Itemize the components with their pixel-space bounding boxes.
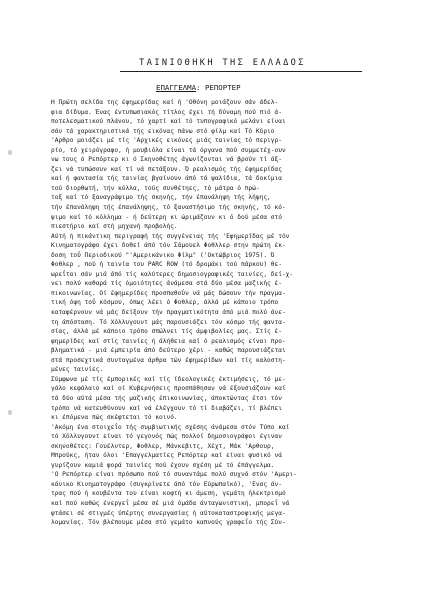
- text-line: τρόπο νά κατευθύνουν καί νά έλέγχουν τό τί διαβάζει, τί βλέπει: [51, 404, 282, 412]
- text-line: ζει νά τυπώσουν καί τί νά πετάξουν. Ό ρεαλισμός τής έφημερίδας: [51, 165, 282, 173]
- section-heading: [156, 83, 241, 92]
- binding-mark: [8, 150, 12, 155]
- document-header: ΤΑΙΝΙΟΘΗΚΗ ΤΗΣ ΕΛΛΑΔΟΣ: [139, 58, 306, 68]
- text-line: στά προσεχτικά συνταγμένα άρθρα τών έφημερίδων καί τίς καλοστη-: [51, 356, 286, 364]
- text-line: Φοθλερ , πού ή ταινία του PARC ROW (τό δρομάκι τού πάρκου) θε-: [51, 261, 282, 269]
- body-text: [51, 98, 423, 528]
- text-line: 'Ο Ρεπόρτερ είναι πρόσωπο πού τό συναντάμε πολύ συχνά στόν 'Αμερι-: [51, 471, 297, 479]
- text-line: ρίο, τό χειρόγραφο, ή μουβιόλα είναι τά όργανα πού συμμετέχ-ουν: [51, 146, 286, 154]
- text-line: σκηνοθέτες: Γουέλντερ, Φοθλερ, Μάνκεβιτς, Χέχτ, Μάκ 'Αρθουρ,: [51, 442, 275, 450]
- binding-mark: [8, 410, 12, 415]
- text-line: δοση τοΰ Περιοδικού "'Αμερικάνικο Φίλμ" ('Οκτώβριος 1975). Ό: [51, 251, 275, 259]
- text-line: Σύμφωνα μέ τίς έμπορικές καί τίς ίδεολογικές έκτιμήσεις, τό με-: [51, 375, 286, 383]
- text-line: γάλο κεφάλαιο καί οί Κυβερνήσεις προσπάθησαν νά έξουσιάζουν καί: [51, 385, 286, 393]
- text-line: φημερίδες καί στίς ταινίες ή άλήθεια καί ό ρεαλισμός είναι προ-: [51, 337, 286, 345]
- text-line: νει πολύ καθαρά τίς όμοιότητες άνάμεσα στά δύο μέσα μαζικής έ-: [51, 280, 282, 288]
- text-line: ποτελεσματικού πλάνου, τό χαρτί καί τό τυπογραφικό μελάνι είναι: [51, 118, 286, 126]
- text-line: 'Αρθρο μοιάζει μέ τίς 'Αρχικές εικόνες μιάς ταινίας τό περιγρ-: [51, 137, 282, 145]
- text-line: πιεστήριο καί στή μηχανή προβολής.: [51, 223, 178, 231]
- text-line: τική όψη τοΰ κόσμου, όπως λέει ό Φοθλερ, άλλά μέ κάποιο τρόπο: [51, 299, 279, 307]
- text-line: σίας, άλλά μέ κάποιο τρόπο σπώλνει τίς άμφιβολίες μας. Στίς έ-: [51, 328, 282, 336]
- text-line: κάνικο Κινηματογράφο (συγκρίνετε άπό τόν Εύρωπαϊκό), 'Ενας άν-: [51, 480, 282, 488]
- text-line: Αύτή ή πικάντικη περιγραφή τής συγγένειας τής 'Εφημερίδας μέ τόν: [51, 232, 290, 240]
- text-line: γυρίζουν καμιά φορά ταινίες πού έχουν σχέση μέ τό έπάγγελμα.: [51, 461, 275, 469]
- text-line: λομανίας. Τόν βλέπουμε μέσα στό γεμάτο καπνούς γραφεΐο τής Σύν-: [51, 519, 286, 527]
- text-line: τά δύο αύτά μέσα τής μαζικής έπικοινωνίας, άποκτώντας έτσι τόν: [51, 394, 282, 402]
- text-line: Κινηματογράφο έχει δοθεί άπό τόν Σάμουελ Φοθλλερ στην πρώτη έκ-: [51, 242, 286, 250]
- text-line: φια δίδυμα. Ένας έντυπωσιακός τίτλος έχει τή δύναμη πού πιό ά-: [51, 108, 282, 116]
- text-line: σάν τά χαρακτηριστικά τής εικόνας πάνω στό φίλμ καί Τό Κύριο: [51, 127, 275, 135]
- text-line: καί ή φαντασία τής ταινίας βγαίνουν άπό τά ψαλίδια, τά δοκίμια: [51, 175, 282, 183]
- text-line: τού διορθωτή, τήν κόλλα, τούς συνθέτηες, τό μάτρα ό πρώ-: [51, 184, 260, 192]
- text-line: νω τους ό Ρεπόρτερ κι ό Σκηνοθέτης άγωνίζονται νά βρούν τί άξ-: [51, 156, 282, 164]
- text-line: κι έπόμενα πώς σκέφτεται τό κοινό.: [51, 414, 178, 422]
- text-line: ψιμο καί τό κόλλημα - ή δεύτερη κι ώριμάζουν κι ό δού μέσα στό: [51, 213, 282, 221]
- text-line: τήν έπανάληψη τής έπανάληψης, τό ξαναστήσιμο τής σκηνής, τό κό-: [51, 204, 286, 212]
- text-line: τρας πού ή κουβέντα του είναι κοφτή κι άμεση, γεμάτη ήλεκτρισμό: [51, 490, 286, 498]
- text-line: μένες ταινίες.: [51, 366, 104, 374]
- text-line: φτάσει σέ στιγμές ύπέρτης συνεργασίας ή αύτοκαταστροφικής μεγα-: [51, 509, 286, 517]
- text-line: τοξ καί τό ξαναγράψιμο τής σκηνής, τήν έπανάληψη τής λήψης,: [51, 194, 271, 202]
- text-line: Μπρούκς, ήταν όλοι 'Επαγγελματίες Ρεπόρτερ καί είναι φυσικό νά: [51, 452, 282, 460]
- text-line: τό Χόλλυγουντ είναι τό γεγονός πώς πολλοί δημοσιογράφοι έγιναν: [51, 433, 282, 441]
- text-line: ωρεΐται σάν μιά άπό τίς καλύτερες δημοσιογραφικές ταινίες, δεί-χ-: [51, 270, 294, 278]
- text-line: βληματικά - μιά έμπειρία άπό δεύτερο χέρι - καθώς παρουσιάζεται: [51, 347, 286, 355]
- text-line: Η Πρώτη σελίδα της έφημερίδας καί ή 'Οθόνη μοιάζουν σάν άδελ-: [51, 99, 279, 106]
- text-line: τη άπόσταση. Τό Χόλλυγουντ μάς παρουσιάζει τόν κόσμο τής φαντα-: [51, 318, 286, 326]
- section-label: ΕΠΑΓΓΕΛΜΑ: [156, 83, 197, 92]
- text-line: καί πού καθώς ένεργεΐ μέσα σέ μιά όμάδα άνταγωνιστική, μπορεΐ νά: [51, 499, 290, 507]
- text-line: 'Ακόμη ένα στοιχεΐο τής συμβιωτικής σχέσης άνάμεσα στόν Τύπο καί: [51, 423, 290, 431]
- header-rule: [120, 71, 362, 72]
- text-line: πικοινωνίας. Οί έφημερίδες προσπαθοΰν νά μάς δώσουν τήν πραγμα-: [51, 289, 286, 297]
- text-line: καταφέρνουν νά μάς δείξουν τήν πραγματικότητα άπό μιά πολύ άνε-: [51, 309, 286, 317]
- section-value: : ΡΕΠΟΡΤΕΡ: [196, 83, 241, 92]
